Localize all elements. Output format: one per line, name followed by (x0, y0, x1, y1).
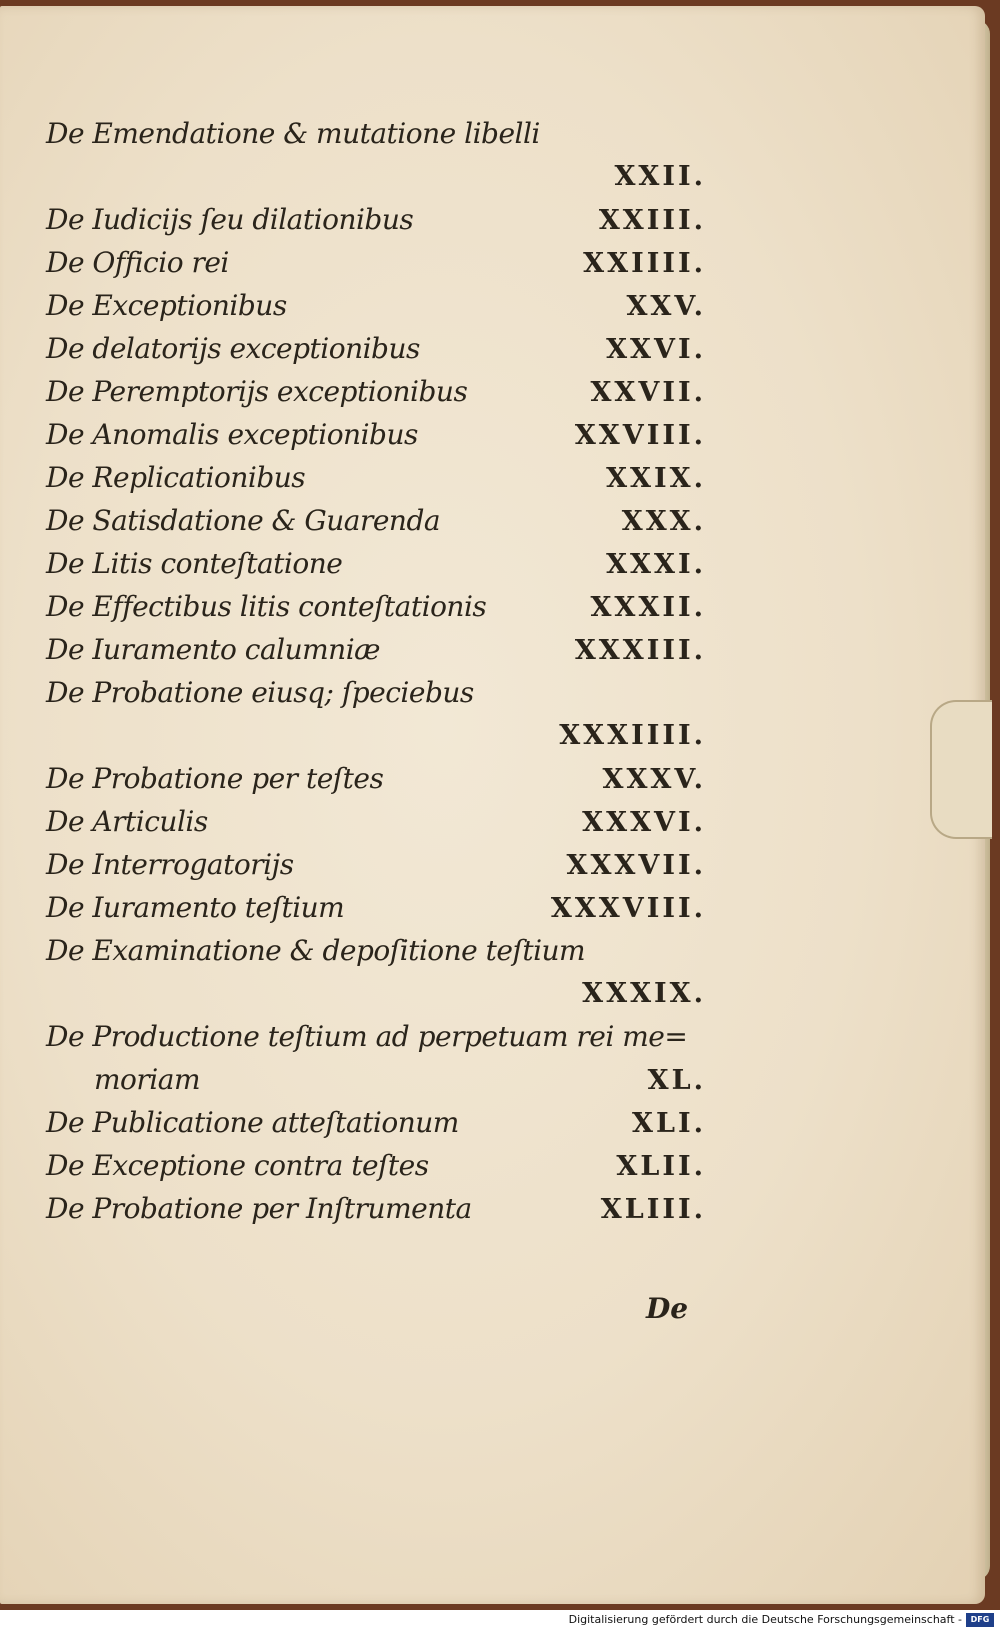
toc-entry (46, 499, 706, 542)
toc-number: XXXI. (606, 549, 706, 580)
toc-number: XXXVIII. (550, 893, 706, 924)
toc-entry (46, 843, 706, 886)
toc-entry (46, 1015, 706, 1058)
toc-title: De Emendatione & mutatione libelli (46, 117, 540, 150)
toc-entry (46, 241, 706, 284)
toc-number: XXIIII. (583, 248, 706, 279)
toc-title: De Litis conteſtatione (46, 547, 343, 580)
table-of-contents (46, 112, 706, 1230)
toc-entry (46, 456, 706, 499)
toc-number: XXXVII. (566, 850, 706, 881)
toc-title: De Probatione eiusq; ſpeciebus (46, 676, 474, 709)
toc-number: XXVI. (606, 334, 706, 365)
toc-title: De Probatione per Inſtrumenta (46, 1192, 472, 1225)
toc-entry (46, 370, 706, 413)
toc-entry (46, 800, 706, 843)
toc-title: De Publicatione atteſtationum (46, 1106, 459, 1139)
toc-number: XLI. (632, 1108, 706, 1139)
toc-title: De Probatione per teſtes (46, 762, 384, 795)
toc-title: De Replicationibus (46, 461, 306, 494)
toc-entry (46, 1058, 706, 1101)
catchword: De (646, 1292, 689, 1325)
toc-entry (46, 714, 706, 757)
toc-title: De Examinatione & depoſitione teſtium (46, 934, 586, 967)
toc-entry (46, 327, 706, 370)
toc-number: XXVII. (590, 377, 706, 408)
toc-title: moriam (94, 1063, 200, 1096)
toc-entry (46, 1101, 706, 1144)
toc-entry (46, 1187, 706, 1230)
toc-number: XLII. (616, 1151, 706, 1182)
dfg-logo: DFG (966, 1613, 994, 1627)
toc-number: XXIII. (598, 205, 706, 236)
toc-entry (46, 542, 706, 585)
toc-entry (46, 1144, 706, 1187)
toc-entry (46, 886, 706, 929)
toc-number: XXIX. (606, 463, 706, 494)
toc-title: De Productione teſtium ad perpetuam rei me= (46, 1020, 688, 1053)
toc-title: De Iudicijs ſeu dilationibus (46, 203, 414, 236)
toc-number: XXXVI. (582, 807, 706, 838)
toc-title: De delatorijs exceptionibus (46, 332, 420, 365)
toc-entry (46, 929, 706, 972)
toc-number: XXXIII. (574, 635, 706, 666)
toc-entry (46, 112, 706, 155)
toc-title: De Interrogatorijs (46, 848, 294, 881)
toc-title: De Exceptionibus (46, 289, 287, 322)
toc-number: XLIII. (600, 1194, 706, 1225)
toc-entry (46, 628, 706, 671)
toc-number: XXII. (614, 161, 706, 192)
toc-title: De Effectibus litis conteſtationis (46, 590, 487, 623)
toc-entry (46, 757, 706, 800)
toc-number: XXXIIII. (559, 720, 706, 751)
toc-title: De Exceptione contra teſtes (46, 1149, 429, 1182)
toc-number: XXXV. (602, 764, 706, 795)
digitization-footer (0, 1610, 1000, 1631)
toc-entry (46, 198, 706, 241)
toc-entry (46, 972, 706, 1015)
toc-number: XXXIX. (582, 978, 706, 1009)
toc-title: De Satisdatione & Guarenda (46, 504, 441, 537)
toc-title: De Peremptorijs exceptionibus (46, 375, 468, 408)
toc-entry (46, 155, 706, 198)
toc-title: De Iuramento teſtium (46, 891, 345, 924)
thumb-tab (930, 700, 992, 839)
toc-entry (46, 413, 706, 456)
toc-number: XXX. (621, 506, 706, 537)
toc-title: De Iuramento calumniæ (46, 633, 380, 666)
toc-entry (46, 284, 706, 327)
toc-title: De Officio rei (46, 246, 229, 279)
toc-title: De Anomalis exceptionibus (46, 418, 418, 451)
footer-credit: Digitalisierung gefördert durch die Deutsche Forschungsgemeinschaft - (568, 1613, 962, 1626)
toc-title: De Articulis (46, 805, 208, 838)
toc-number: XL. (647, 1065, 706, 1096)
toc-number: XXVIII. (574, 420, 706, 451)
toc-entry (46, 671, 706, 714)
toc-entry (46, 585, 706, 628)
toc-number: XXV. (626, 291, 706, 322)
toc-number: XXXII. (590, 592, 706, 623)
